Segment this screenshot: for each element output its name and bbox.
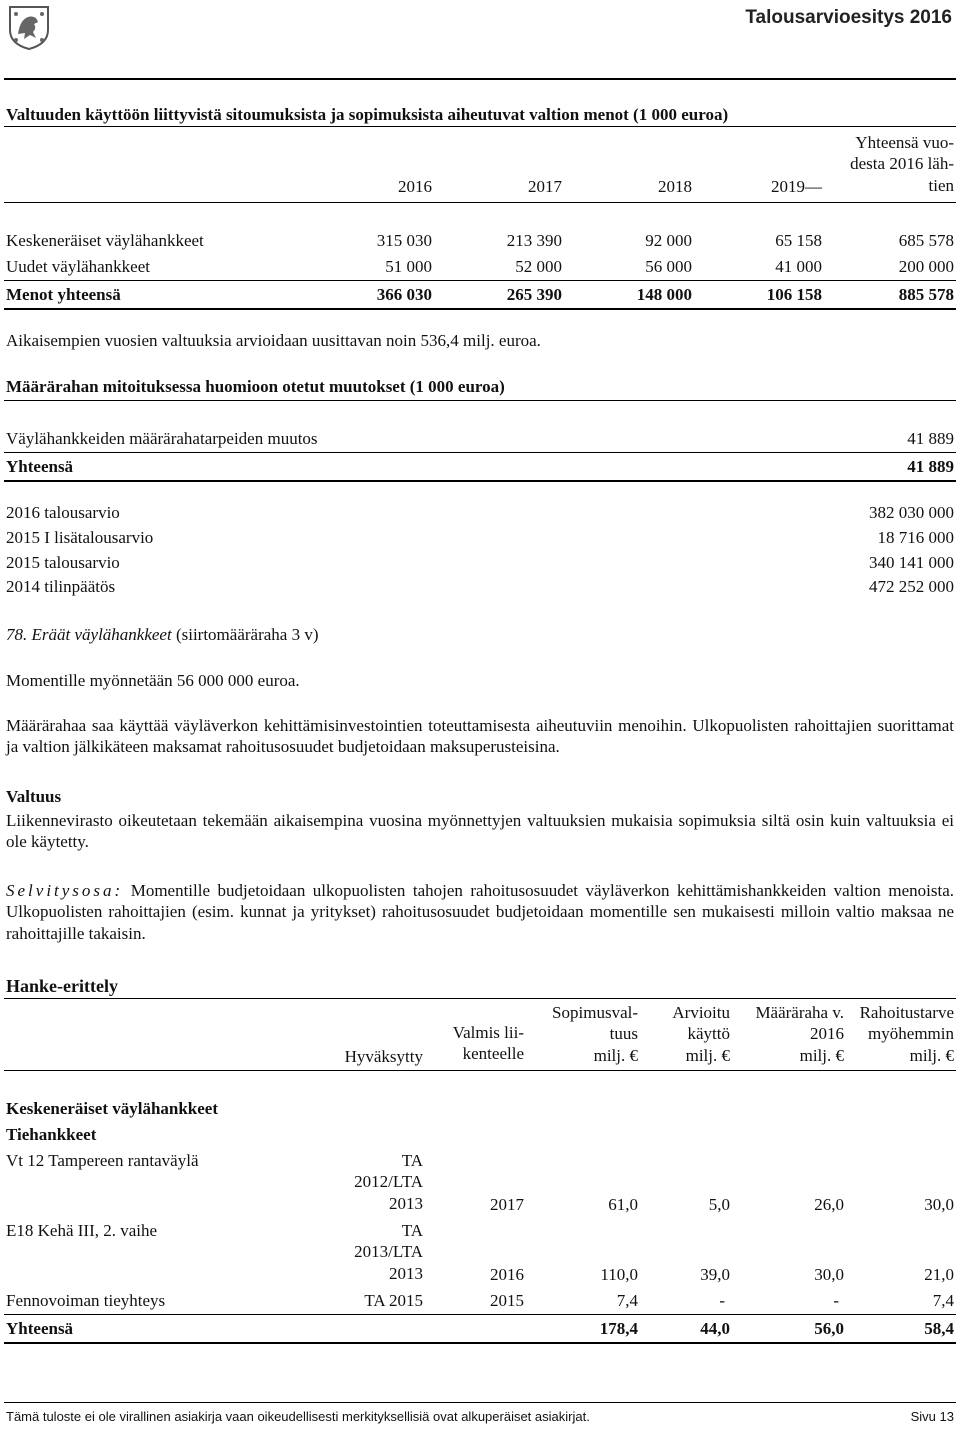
selvitys-paragraph: Selvitysosa: Momentille budjetoidaan ulkopuolisten tahojen rahoitusosuudet väyläverkon kehittämishankkeiden valtion menoista. Ulkopuolisten rahoittajien (esim. kunnat ja yritykset) rahoitusosuudet budjetoidaan momentille sen mukaisesti milloin valtio maksaa ne rahoittajille takaisin. <box>6 881 955 943</box>
commitments-table-title: Valtuuden käyttöön liittyvistä sitoumuksista ja sopimuksista aiheutuvat valtion menot (1 000 euroa) <box>6 105 729 124</box>
table-row: Uudet väylähankkeet 51 000 52 000 56 000 41 000 200 000 <box>6 257 954 276</box>
year-2016-header: 2016 <box>398 177 432 196</box>
table-total-row: Yhteensä 41 889 <box>6 457 954 476</box>
budget-row: 2016 talousarvio 382 030 000 <box>6 503 954 522</box>
footer-rule <box>4 1402 956 1403</box>
appropriation-col-header: Määräraha v. 2016 milj. € <box>755 1003 844 1065</box>
table-rule <box>4 202 956 203</box>
subgroup-heading: Tiehankkeet <box>6 1125 97 1144</box>
page-number: Sivu 13 <box>910 1409 954 1424</box>
item-number: 78. <box>6 625 28 644</box>
selvitys-label: Selvitysosa: <box>6 881 124 900</box>
project-label: E18 Kehä III, 2. vaihe <box>6 1221 158 1240</box>
years-header-row <box>6 176 954 198</box>
valtuus-paragraph: Liikennevirasto oikeutetaan tekemään aikaisempina vuosina myönnettyjen valtuuksien mukaisia sopimuksia siltä osin kuin valtuuksia ei ole käytetty. <box>6 811 954 852</box>
contract-col-header: Sopimusval- tuus milj. € <box>552 1003 638 1065</box>
footer-disclaimer: Tämä tuloste ei ole virallinen asiakirja vaan oikeudellisesti merkityksellisiä ovat alkuperäiset asiakirjat. <box>6 1409 590 1424</box>
table-rule <box>4 308 956 310</box>
table-row: Fennovoiman tieyhteys TA 2015 2015 7,4 - - 7,4 <box>6 1291 954 1310</box>
page-footer <box>6 1409 954 1425</box>
year-2017-header: 2017 <box>528 177 562 196</box>
ready-col-header: Valmis lii- kenteelle <box>452 1023 524 1064</box>
document-title: Talousarvioesitys 2016 <box>745 7 952 28</box>
table-rule <box>4 452 956 453</box>
usage-paragraph: Määrärahaa saa käyttää väyläverkon kehittämisinvestointien toteuttamisesta aiheutuviin menoihin. Ulkopuolisten rahoittajien suorittamat ja valtion jälkikäteen maksamat rahoitusosuudet budjetoidaan maksuperusteisina. <box>6 716 954 757</box>
funding-need-col-header: Rahoitustarve myöhemmin milj. € <box>859 1003 954 1065</box>
budget-row: 2015 I lisätalousarvio 18 716 000 <box>6 528 954 547</box>
budget-row: 2015 talousarvio 340 141 000 <box>6 553 954 572</box>
appropriation-sentence: Momentille myönnetään 56 000 000 euroa. <box>6 671 300 690</box>
table-rule <box>4 1314 956 1315</box>
table-total-row: Menot yhteensä 366 030 265 390 148 000 106 158 885 578 <box>6 285 954 304</box>
table-row: Väylähankkeiden määrärahatarpeiden muutos 41 889 <box>6 429 954 448</box>
table-rule <box>4 1342 956 1344</box>
changes-table-title: Määrärahan mitoituksessa huomioon otetut muutokset (1 000 euroa) <box>6 377 505 396</box>
table-rule <box>4 1070 956 1071</box>
estimated-col-header: Arvioitu käyttö milj. € <box>672 1003 730 1065</box>
project-label: Vt 12 Tampereen rantaväylä <box>6 1151 199 1170</box>
approved-col-header: Hyväksytty <box>344 1047 423 1066</box>
group-heading: Keskeneräiset väylähankkeet <box>6 1099 219 1118</box>
table-row: 2016 110,0 39,0 30,0 21,0 <box>490 1265 954 1284</box>
item-name: Eräät väylähankkeet <box>31 625 172 644</box>
table-total-row: Yhteensä 178,4 44,0 56,0 58,4 <box>6 1319 954 1338</box>
budget-row: 2014 tilinpäätös 472 252 000 <box>6 577 954 596</box>
table-row: 2017 61,0 5,0 26,0 30,0 <box>490 1195 954 1214</box>
table-rule <box>4 280 956 281</box>
section-rule <box>4 78 956 80</box>
table-rule <box>4 480 956 482</box>
renewal-note: Aikaisempien vuosien valtuuksia arvioidaan uusittavan noin 536,4 milj. euroa. <box>6 331 541 350</box>
year-2018-header: 2018 <box>658 177 692 196</box>
table-rule <box>4 400 956 401</box>
year-2019-header: 2019— <box>771 177 822 196</box>
total-col-header: Yhteensä vuo- desta 2016 läh- tien <box>850 133 954 195</box>
project-breakdown-title: Hanke-erittely <box>6 976 118 996</box>
approved-cell: TA 2013/LTA 2013 <box>354 1221 423 1283</box>
table-rule <box>4 998 956 999</box>
coat-of-arms-logo <box>6 4 52 50</box>
approved-cell: TA 2012/LTA 2013 <box>354 1151 423 1213</box>
item-heading <box>6 624 319 645</box>
table-row: Keskeneräiset väylähankkeet 315 030 213 390 92 000 65 158 685 578 <box>6 231 954 250</box>
valtuus-heading: Valtuus <box>6 787 62 806</box>
item-type: (siirtomääräraha 3 v) <box>175 625 319 644</box>
table-rule <box>4 126 956 127</box>
